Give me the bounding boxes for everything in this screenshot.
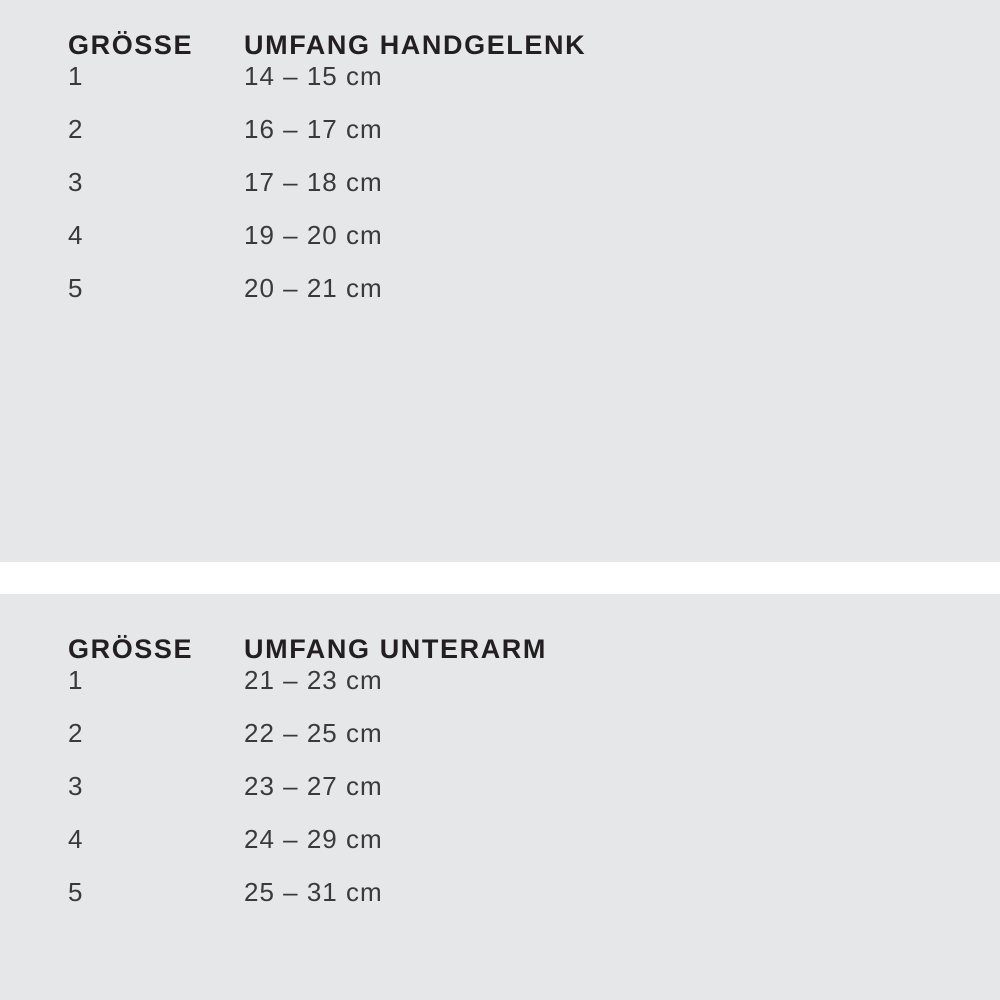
wrist-size-table xyxy=(68,30,586,326)
table-row xyxy=(68,824,547,877)
column-header-size: GRÖSSE xyxy=(68,634,194,664)
cell-circumference: 19 – 20 cm xyxy=(244,220,383,250)
table-row xyxy=(68,877,547,930)
cell-circumference: 17 – 18 cm xyxy=(244,167,383,197)
table-header-row xyxy=(68,30,586,61)
cell-size: 5 xyxy=(68,877,83,907)
cell-size: 4 xyxy=(68,824,83,854)
table-row xyxy=(68,771,547,824)
table-row xyxy=(68,665,547,718)
cell-circumference: 25 – 31 cm xyxy=(244,877,383,907)
table-row xyxy=(68,114,586,167)
table-header xyxy=(68,634,547,665)
cell-circumference: 21 – 23 cm xyxy=(244,665,383,695)
column-header-size: GRÖSSE xyxy=(68,30,194,60)
cell-circumference: 14 – 15 cm xyxy=(244,61,383,91)
table-body xyxy=(68,665,547,930)
cell-size: 2 xyxy=(68,114,83,144)
cell-circumference: 20 – 21 cm xyxy=(244,273,383,303)
table-row xyxy=(68,273,586,326)
cell-size: 1 xyxy=(68,665,83,695)
cell-size: 1 xyxy=(68,61,83,91)
table-row xyxy=(68,220,586,273)
table-row xyxy=(68,167,586,220)
cell-size: 2 xyxy=(68,718,83,748)
cell-circumference: 22 – 25 cm xyxy=(244,718,383,748)
column-header-circumference: UMFANG UNTERARM xyxy=(244,634,547,664)
table-row xyxy=(68,718,547,771)
cell-size: 3 xyxy=(68,167,83,197)
cell-size: 4 xyxy=(68,220,83,250)
table-header xyxy=(68,30,586,61)
cell-size: 5 xyxy=(68,273,83,303)
table-header-row xyxy=(68,634,547,665)
column-header-circumference: UMFANG HANDGELENK xyxy=(244,30,587,60)
panel-divider xyxy=(0,562,1000,594)
cell-size: 3 xyxy=(68,771,83,801)
cell-circumference: 24 – 29 cm xyxy=(244,824,383,854)
cell-circumference: 23 – 27 cm xyxy=(244,771,383,801)
cell-circumference: 16 – 17 cm xyxy=(244,114,383,144)
table-row xyxy=(68,61,586,114)
table-body xyxy=(68,61,586,326)
forearm-size-table-panel xyxy=(0,594,1000,1000)
forearm-size-table xyxy=(68,634,547,930)
